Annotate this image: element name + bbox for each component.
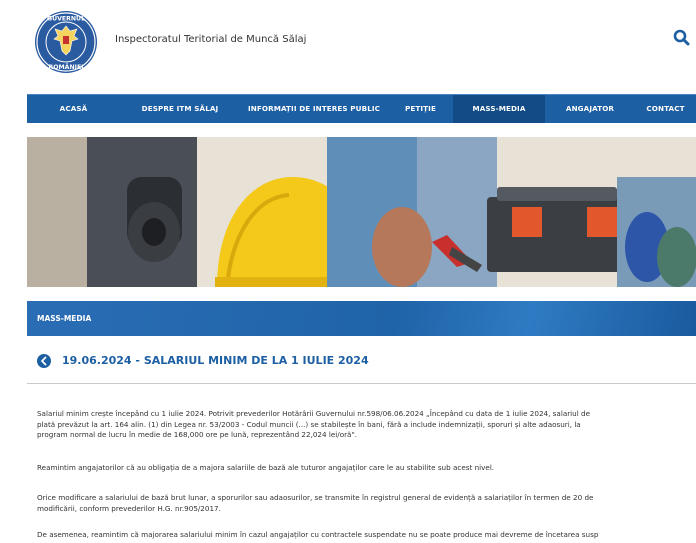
site-name[interactable]: Inspectoratul Teritorial de Muncă Sălaj [115,34,307,45]
paragraph-2-line-1: Reamintim angajatorilor că au obligația de a majora salariile de bază ale tuturor angajaților care le au stabilite sub acest nivel. [37,463,495,472]
logo-top-text: GUVERNUL [46,15,86,23]
paragraph-1-line-2: plată prevăzut la art. 164 alin. (1) din Legea nr. 53/2003 - Codul muncii (...) se stabilește în bani, fără a include indemnizații, sporuri și alte adaosuri, la [37,419,581,429]
divider [27,383,696,384]
paragraph-1 [37,409,696,441]
nav-item-informatii[interactable]: INFORMAȚII DE INTERES PUBLIC [247,104,381,113]
hero-image [27,137,696,287]
nav-item-despre[interactable]: DESPRE ITM SĂLAJ [141,104,219,113]
paragraph-1-line-3: program normal de lucru în medie de 168,000 ore pe lună, reprezentând 22,024 lei/oră". [37,430,358,440]
search-icon[interactable] [672,28,692,48]
paragraph-3 [37,493,696,514]
logo-bottom-text: ROMÂNIEI [48,64,84,71]
government-logo[interactable] [34,10,98,74]
paragraph-3-line-2: modificării, conform prevederilor H.G. nr.905/2017. [37,503,221,513]
nav-item-mass-media[interactable]: MASS-MEDIA [453,95,545,123]
article-title: 19.06.2024 - SALARIUL MINIM DE LA 1 IULIE 2024 [62,354,369,367]
paragraph-2 [37,463,696,474]
section-label: MASS-MEDIA [37,314,92,323]
nav-item-angajator[interactable]: ANGAJATOR [565,104,615,113]
paragraph-3-line-1: Orice modificare a salariului de bază brut lunar, a sporurilor sau adaosurilor, se transmite în registrul general de evidență a salariaților în termen de 20 de [37,493,594,502]
paragraph-4 [37,530,696,541]
section-header [27,301,696,336]
nav-item-petitie[interactable]: PETIȚIE [405,104,436,113]
paragraph-1-line-1: Salariul minim crește începând cu 1 iulie 2024. Potrivit prevederilor Hotărârii Guvernului nr.598/06.06.2024 „Începând cu data de 1 iulie 2024, salariul de [37,409,590,418]
paragraph-4-line-1: De asemenea, reamintim că majorarea salariului minim în cazul angajaților cu contractele suspendate nu se poate produce mai devreme de încetarea susp [37,530,599,539]
back-arrow-icon[interactable] [37,354,51,368]
main-nav [27,94,696,123]
site-header [0,0,696,92]
nav-item-contact[interactable]: CONTACT [646,104,685,113]
nav-item-acasa[interactable]: ACASĂ [59,104,88,113]
